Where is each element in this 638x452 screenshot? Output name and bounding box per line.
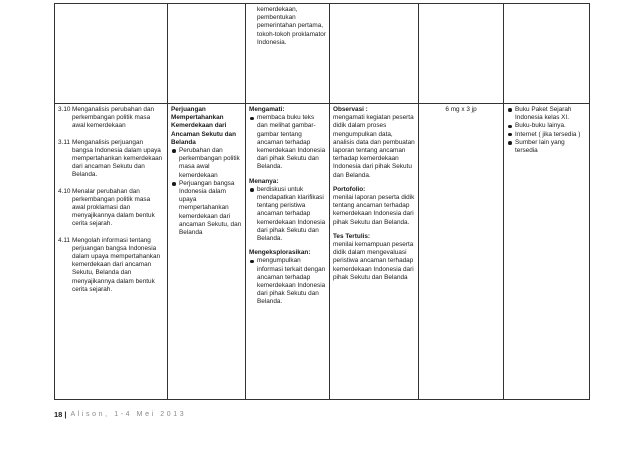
kompetensi-item [58, 188, 164, 229]
penilaian-cell [330, 104, 419, 400]
bullet-icon [508, 141, 512, 145]
tes-title: Tes Tertulis: [333, 232, 371, 240]
list-item [171, 180, 242, 237]
kompetensi-number: 3.10 [58, 106, 71, 113]
list-item-text: Sumber lain yang tersedia [515, 138, 565, 155]
footer-organization: Alison, 1-4 Mei 2013 [70, 411, 187, 418]
table-cell [419, 4, 504, 104]
eksplorasi-title: Mengeksplorasikan: [249, 249, 311, 257]
materi-heading: Perjuangan Mempertahankan Kemerdekaan dari Ancaman Sekutu dan Belanda [171, 106, 236, 146]
mengamati-title: Mengamati: [249, 106, 285, 113]
page-number: 18 [54, 410, 63, 419]
sumber-list [507, 106, 586, 155]
kompetensi-number: 3.11 [58, 138, 70, 146]
table-cell [55, 4, 168, 104]
sumber-cell [504, 104, 590, 400]
kompetensi-number: 4.10 [58, 187, 71, 195]
table-cell [246, 4, 330, 104]
bullet-icon [172, 149, 176, 153]
table-cell [504, 4, 590, 104]
list-item-text: Buku Paket Sejarah Indonesia kelas XI. [515, 106, 572, 122]
table-cell [330, 4, 419, 104]
materi-list [171, 147, 242, 237]
bullet-icon [250, 188, 254, 192]
alokasi-cell [419, 104, 504, 400]
list-item [249, 186, 326, 243]
table-row [55, 104, 590, 400]
list-item [249, 257, 326, 306]
list-item-text: berdiskusi untuk mendapatkan klarifikasi tentang peristiwa ancaman terhadap kemerdekaan Indonesia dari pihak Sekutu dan Belanda. [257, 185, 326, 243]
list-item [507, 139, 586, 155]
observasi-title: Observasi : [333, 106, 368, 113]
list-item [507, 131, 586, 139]
portofolio-title: Portofolio: [333, 185, 366, 193]
table-row [55, 4, 590, 104]
bullet-icon [172, 182, 176, 186]
kompetensi-text: Mengolah informasi tentang perjuangan bangsa Indonesia dalam upaya mempertahankan kemerdekaan dari ancaman Sekutu, Belanda dan menyajikannya dalam bentuk cerita sejarah. [72, 236, 161, 293]
bullet-icon [250, 260, 254, 264]
list-item-text: membaca buku teks dan melihat gambar-gambar tentang ancaman terhadap kemerdekaan Indonesia dari pihak Sekutu dan Belanda. [257, 114, 326, 171]
menanya-list [249, 186, 326, 243]
list-item-text: Buku-buku lainya. [515, 122, 566, 130]
kompetensi-text: Menganalisis perjuangan bangsa Indonesia dalam upaya mempertahankan kemerdekaan dari ancaman Sekutu dan Belanda. [72, 138, 163, 179]
kompetensi-item [58, 237, 164, 294]
portofolio-text: menilai laporan peserta didik tentang ancaman terhadap kemerdekaan Indonesia dari pihak Sekutu dan Belanda. [333, 194, 415, 226]
bullet-icon [508, 133, 512, 137]
menanya-title: Menanya: [249, 177, 279, 185]
tes-text: menilai kemampuan peserta didik dalam mengevaluasi peristiwa ancaman terhadap kemerdekaan Indonesia dari pihak Sekutu dan Belanda [333, 241, 414, 281]
mengamati-list [249, 114, 326, 171]
kegiatan-cell [246, 104, 330, 400]
list-item-text: mengumpulkan informasi terkait dengan ancaman terhadap kemerdekaan Indonesia dari pihak Sekutu dan Belanda. [257, 257, 326, 306]
kegiatan-continuation-text: kemerdekaan, pembentukan pemerintahan pertama, tokoh-tokoh proklamator Indonesia. [257, 6, 326, 46]
page-footer [54, 410, 186, 419]
observasi-text: mengamati kegiatan peserta didik dalam proses mengumpulkan data, analisis data dan pembuatan laporan tentang ancaman terhadap kemerdekaan Indonesia dari pihak Sekutu dan Belanda. [333, 114, 415, 179]
list-item [507, 122, 586, 130]
footer-separator: | [64, 410, 67, 419]
bullet-icon [508, 108, 512, 112]
list-item [171, 147, 242, 180]
kompetensi-item [58, 106, 164, 131]
bullet-icon [250, 117, 254, 121]
bullet-icon [508, 125, 512, 129]
table-cell [168, 4, 246, 104]
list-item-text: Internet ( jika tersedia ) [515, 130, 581, 138]
alokasi-waktu: 6 mg x 3 jp [445, 106, 477, 113]
kompetensi-text: Menalar perubahan dan perkembangan politik masa awal proklamasi dan menyajikannya dalam bentuk cerita sejarah. [72, 187, 155, 228]
silabus-table [54, 3, 590, 400]
kompetensi-item [58, 139, 164, 180]
kompetensi-cell [55, 104, 168, 400]
eksplorasi-list [249, 257, 326, 306]
list-item-text: Perjuangan bangsa Indonesia dalam upaya mempertahankan kemerdekaan dari ancaman Sekutu, dan Belanda [179, 179, 242, 237]
kompetensi-text: Menganalisis perubahan dan perkembangan politik masa awal kemerdekaan [72, 106, 155, 130]
list-item [507, 106, 586, 122]
kompetensi-number: 4.11 [58, 236, 70, 244]
list-item-text: Perubahan dan perkembangan politik masa awal kemerdekaan [179, 147, 240, 179]
list-item [249, 114, 326, 171]
materi-cell [168, 104, 246, 400]
